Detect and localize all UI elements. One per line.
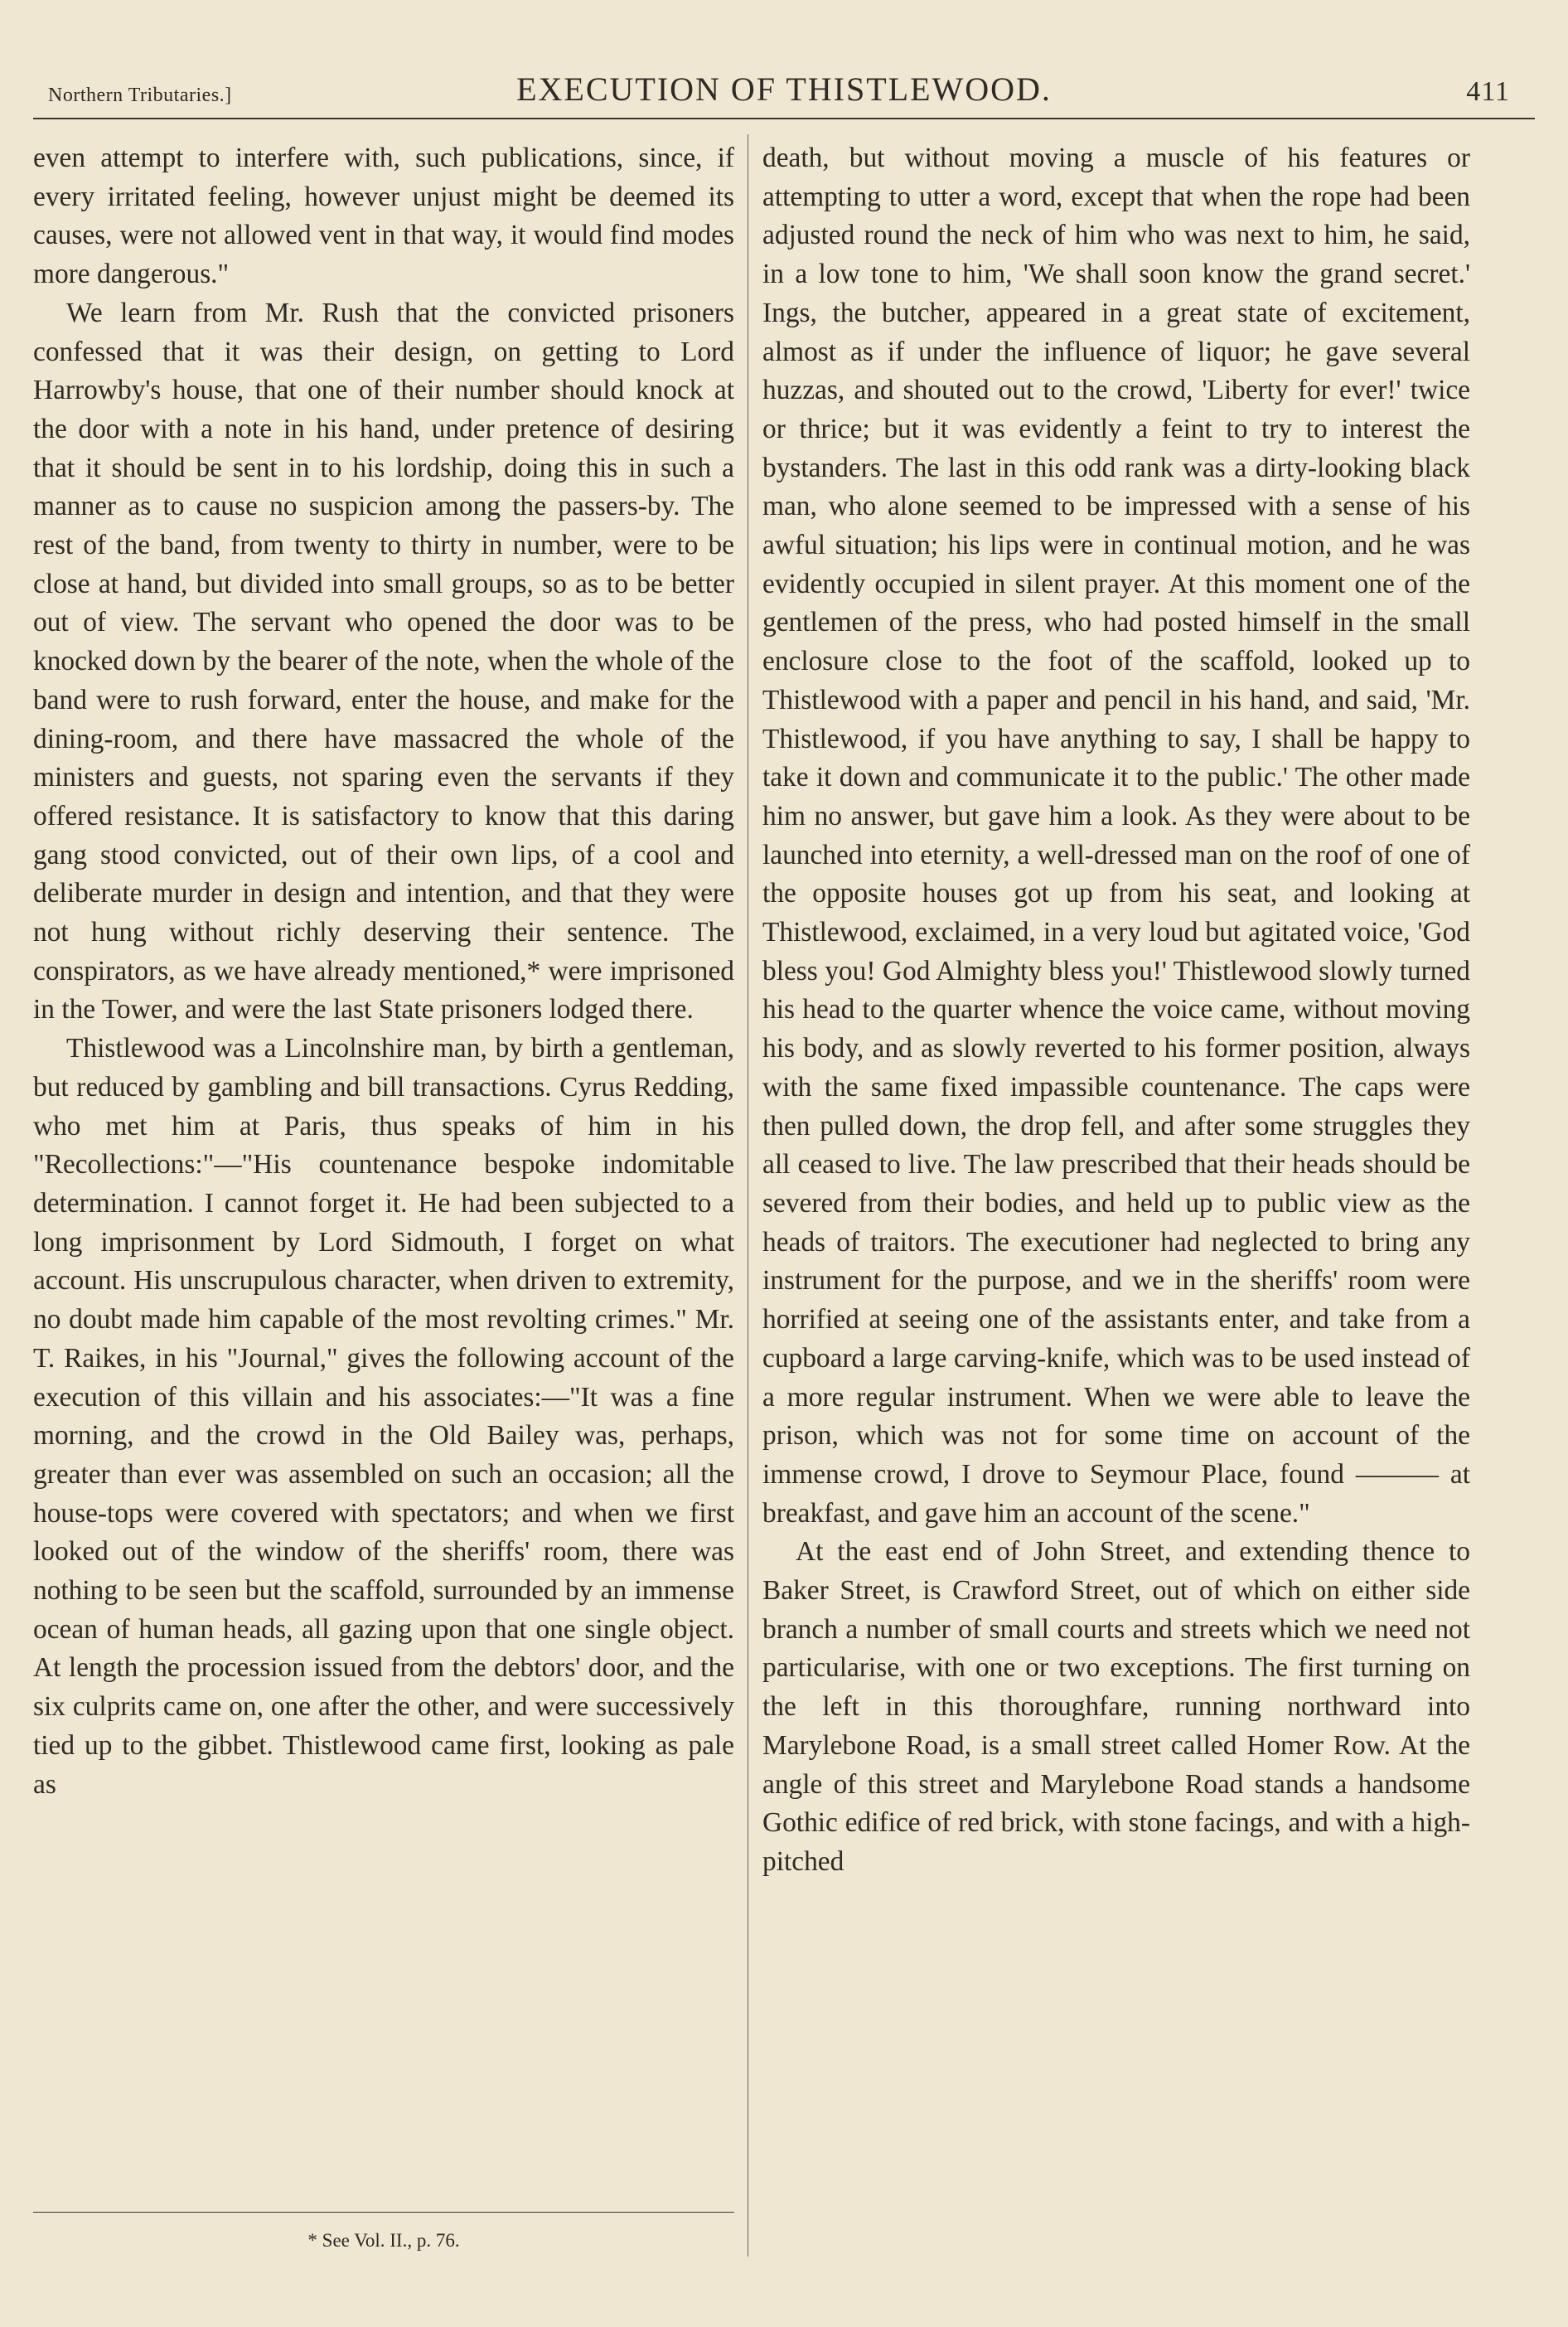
- page-number: 411: [1466, 76, 1510, 107]
- paragraph: even attempt to interfere with, such publications, since, if every irritated feeling, however unjust might be deemed its causes, were not allowed vent in that way, it would find modes more dangerous.": [33, 143, 734, 290]
- paragraph: death, but without moving a muscle of his features or attempting to utter a word, except that when the rope had been adjusted round the neck of him who was next to him, he said, in a low tone to him, 'We shall soon know the grand secret.' Ings, the butcher, appeared in a great state of excitement, almost as if under the influence of liquor; he gave several huzzas, and shouted out to the crowd, 'Liberty for ever!' twice or thrice; but it was evidently a feint to try to interest the bystanders. The last in this odd rank was a dirty-looking black man, who alone seemed to be impressed with a sense of his awful situation; his lips were in continual motion, and he was evidently occupied in silent prayer. At this moment one of the gentlemen of the press, who had posted himself in the small enclosure close to the foot of the scaffold, looked up to Thistlewood with a paper and pencil in his hand, and said, 'Mr. Thistlewood, if you have anything to say, I shall be happy to take it down and communicate it to the public.' The other made him no answer, but gave him a look. As they were about to be launched into eternity, a well-dressed man on the roof of one of the opposite houses got up from his seat, and looking at Thistlewood, exclaimed, in a very loud but agitated voice, 'God bless you! God Almighty bless you!' Thistlewood slowly turned his head to the quarter whence the voice came, without moving his body, and as slowly reverted to his former position, always with the same fixed impassible countenance. The caps were then pulled down, the drop fell, and after some struggles they all ceased to live. The law prescribed that their heads should be severed from their bodies, and held up to public view as the heads of traitors. The executioner had neglected to bring any instrument for the purpose, and we in the sheriffs' room were horrified at seeing one of the assistants enter, and take from a cupboard a large carving-knife, which was to be used instead of a more regular instrument. When we were able to leave the prison, which was not for some time on account of the immense crowd, I drove to Seymour Place, found ——— at breakfast, and gave him an account of the scene.": [762, 143, 1470, 1529]
- section-label: Northern Tributaries.]: [48, 85, 232, 106]
- footnote: * See Vol. II., p. 76.: [307, 2230, 460, 2251]
- running-header: [48, 70, 1520, 114]
- right-column: [762, 139, 1470, 1882]
- header-rule: [33, 118, 1535, 119]
- page-title: EXECUTION OF THISTLEWOOD.: [516, 70, 1052, 108]
- paragraph: Thistlewood was a Lincolnshire man, by birth a gentleman, but reduced by gambling and bill transactions. Cyrus Redding, who met him at Paris, thus speaks of him in his "Recollections:"—"His countenance bespoke indomitable determination. I cannot forget it. He had been subjected to a long imprisonment by Lord Sidmouth, I forget on what account. His unscrupulous character, when driven to extremity, no doubt made him capable of the most revolting crimes." Mr. T. Raikes, in his "Journal," gives the following account of the execution of this villain and his associates:—"It was a fine morning, and the crowd in the Old Bailey was, perhaps, greater than ever was assembled on such an occasion; all the house-tops were covered with spectators; and when we first looked out of the window of the sheriffs' room, there was nothing to be seen but the scaffold, surrounded by an immense ocean of human heads, all gazing upon that one single object. At length the procession issued from the debtors' door, and the six culprits came on, one after the other, and were successively tied up to the gibbet. Thistlewood came first, looking as pale as: [33, 1033, 734, 1800]
- paragraph: We learn from Mr. Rush that the convicted prisoners confessed that it was their design, on getting to Lord Harrowby's house, that one of their number should knock at the door with a note in his hand, under pretence of desiring that it should be sent in to his lordship, doing this in such a manner as to cause no suspicion among the passers-by. The rest of the band, from twenty to thirty in number, were to be close at hand, but divided into small groups, so as to be better out of view. The servant who opened the door was to be knocked down by the bearer of the note, when the whole of the band were to rush forward, enter the house, and make for the dining-room, and there have massacred the whole of the ministers and guests, not sparing even the servants if they offered resistance. It is satisfactory to know that this daring gang stood convicted, out of their own lips, of a cool and deliberate murder in design and intention, and that they were not hung without richly deserving their sentence. The conspirators, as we have already mentioned,* were imprisoned in the Tower, and were the last State prisoners lodged there.: [33, 297, 734, 1025]
- footnote-rule: [33, 2212, 734, 2213]
- left-column: [33, 139, 734, 1804]
- paragraph: At the east end of John Street, and extending thence to Baker Street, is Crawford Street, out of which on either side branch a number of small courts and streets which we need not particularise, with one or two exceptions. The first turning on the left in this thoroughfare, running northward into Marylebone Road, is a small street called Homer Row. At the angle of this street and Marylebone Road stands a handsome Gothic edifice of red brick, with stone facings, and with a high-pitched: [762, 1536, 1470, 1877]
